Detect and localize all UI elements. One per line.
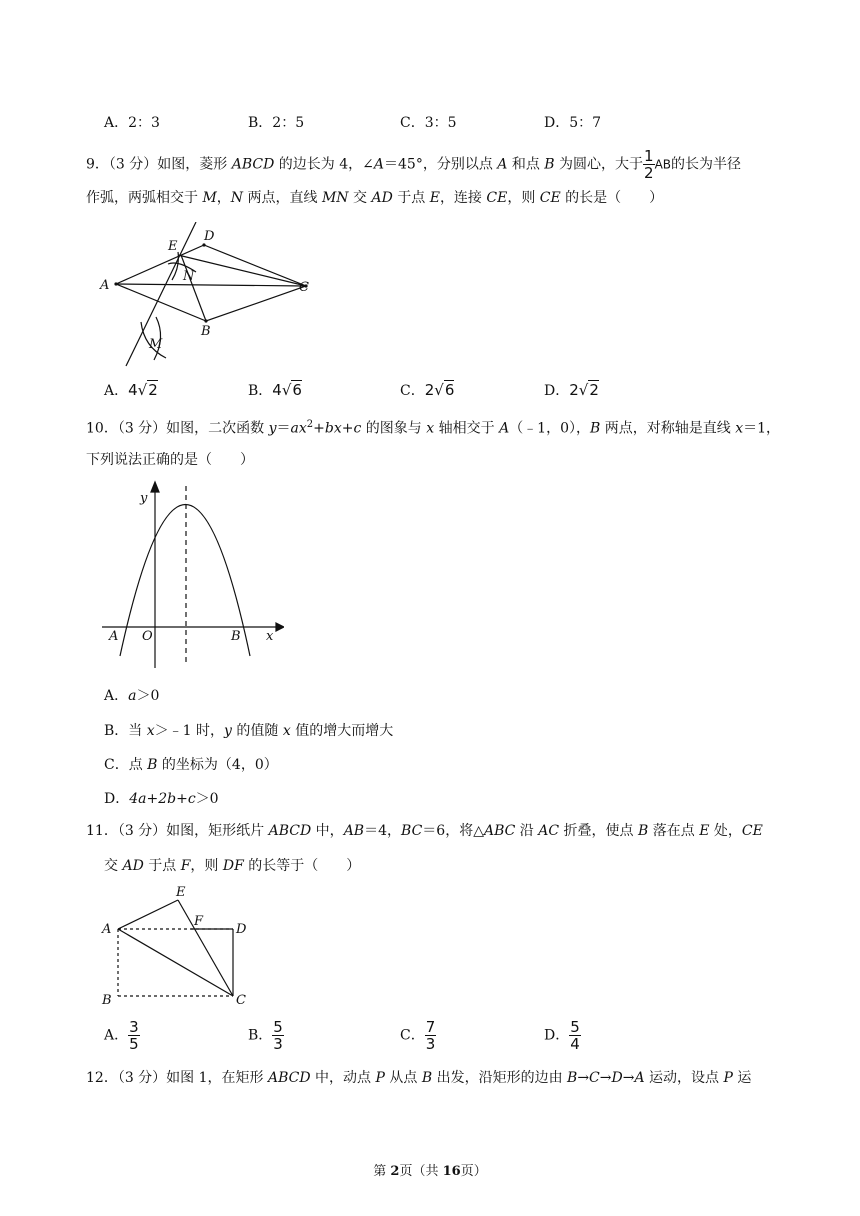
q8-option-a: A．2：3 bbox=[104, 115, 160, 131]
segment-ae bbox=[118, 900, 178, 929]
label-e: E bbox=[176, 885, 186, 900]
q10-option-b: B．当 x＞﹣1 时，y 的值随 x 值的增大而增大 bbox=[104, 723, 394, 739]
label-d: D bbox=[236, 922, 247, 937]
q11-rectangle-figure bbox=[96, 882, 256, 1010]
label-a: A bbox=[100, 278, 110, 293]
q12-question-line1: 12．（3 分）如图 1，在矩形 ABCD 中，动点 P 从点 B 出发，沿矩形的边由 B→C→D→A 运动，设点 P 运 bbox=[86, 1070, 752, 1086]
label-d: D bbox=[204, 229, 215, 244]
q8-option-c: C．3：5 bbox=[400, 115, 457, 131]
x-axis-arrow bbox=[276, 623, 284, 631]
label-e: E bbox=[168, 239, 178, 254]
q8-option-b: B．2：5 bbox=[248, 115, 305, 131]
label-c: C bbox=[236, 993, 246, 1008]
q10-question-line1: 10．（3 分）如图，二次函数 $y=ax^2+bx+c$ 的图象与 x 轴相交于 A（﹣1，0），B 两点，对称轴是直线 x＝1， bbox=[86, 419, 781, 437]
diagonal-ac bbox=[118, 929, 233, 996]
q11-option-b: B． $\frac{5}{3}$ bbox=[248, 1018, 283, 1053]
q9-option-a: A．4√2 bbox=[104, 381, 158, 399]
label-a: A bbox=[109, 629, 119, 644]
q8-option-d: D．5：7 bbox=[544, 115, 602, 131]
q10-option-c: C．点 B 的坐标为（4，0） bbox=[104, 757, 278, 773]
q11-option-d: D． $\frac{5}{4}$ bbox=[544, 1018, 580, 1053]
label-f: F bbox=[194, 914, 204, 929]
segment-be bbox=[181, 255, 206, 321]
page-footer: 第 2页（共 16页） bbox=[373, 1164, 487, 1179]
q9-question-line1: 9．（3 分）如图，菱形 ABCD 的边长为 4，∠A＝45°，分别以点 A 和点 B 为圆心，大于 $\frac{1}{2}$ AB的长为半径 bbox=[86, 147, 742, 182]
q11-option-c: C． $\frac{7}{3}$ bbox=[400, 1018, 436, 1053]
segment-ec bbox=[178, 900, 233, 996]
label-m: M bbox=[149, 337, 163, 352]
q9-option-d: D．2√2 bbox=[544, 381, 599, 399]
q11-option-a: A． $\frac{3}{5}$ bbox=[104, 1018, 139, 1053]
diagonal-ac bbox=[116, 284, 306, 286]
q10-question-line2: 下列说法正确的是（ ） bbox=[86, 452, 254, 468]
q9-fraction: $\frac{1}{2}$ bbox=[644, 147, 654, 182]
label-b: B bbox=[231, 629, 241, 644]
label-b: B bbox=[201, 324, 211, 339]
q9-option-b: B．4√6 bbox=[248, 381, 302, 399]
label-c: C bbox=[299, 280, 309, 295]
q9-option-c: C．2√6 bbox=[400, 381, 455, 399]
label-o: O bbox=[142, 629, 153, 644]
label-x: x bbox=[266, 629, 274, 644]
q10-parabola-figure bbox=[100, 478, 284, 670]
q11-question-line1: 11．（3 分）如图，矩形纸片 ABCD 中，AB＝4，BC＝6，将△ABC 沿 AC 折叠，使点 B 落在点 E 处，CE bbox=[86, 823, 763, 839]
label-y: y bbox=[140, 491, 148, 506]
rhombus-abcd bbox=[116, 245, 306, 321]
q9-question-line2: 作弧，两弧相交于 M，N 两点，直线 MN 交 AD 于点 E，连接 CE，则 CE 的长是（ ） bbox=[86, 190, 664, 206]
q11-question-line2: 交 AD 于点 F，则 DF 的长等于（ ） bbox=[104, 858, 361, 874]
label-a: A bbox=[102, 922, 112, 937]
q9-rhombus-figure bbox=[96, 222, 326, 368]
y-axis-arrow bbox=[151, 482, 159, 492]
q10-option-d: D．4a+2b+c＞0 bbox=[104, 791, 219, 807]
label-n: N bbox=[183, 269, 195, 284]
q10-option-a: A．a＞0 bbox=[104, 688, 160, 704]
label-b: B bbox=[102, 993, 112, 1008]
